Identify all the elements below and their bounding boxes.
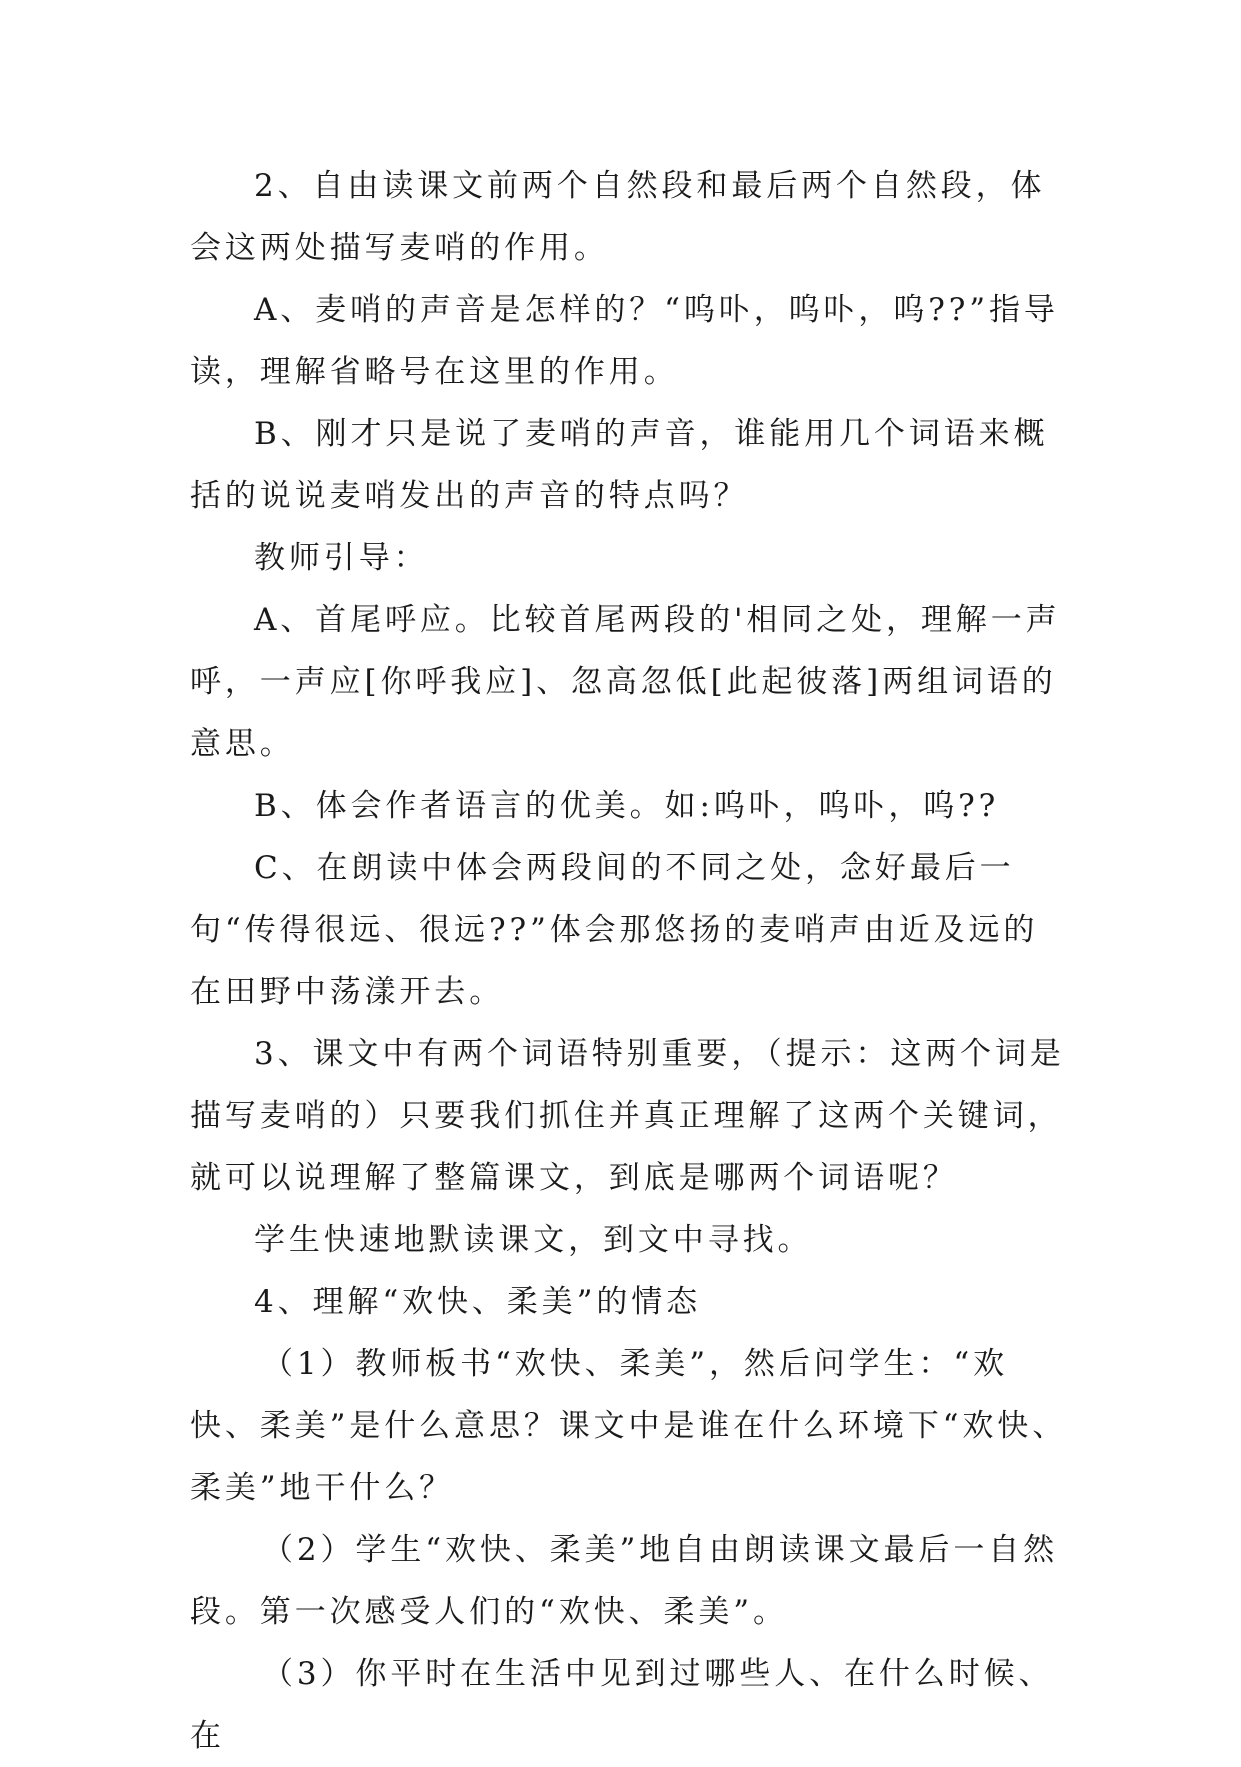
paragraph-guide-b: B、体会作者语言的优美。如:呜卟，呜卟，呜??	[254, 788, 1000, 824]
document-body	[190, 155, 1070, 1767]
paragraph-step-2: 2、自由读课文前两个自然段和最后两个自然段，体会这两处描写麦哨的作用。	[190, 168, 1046, 266]
paragraph-step-3: 3、课文中有两个词语特别重要，（提示：这两个词是描写麦哨的）只要我们抓住并真正理解了这两个关键词，就可以说理解了整篇课文，到底是哪两个词语呢？	[190, 1036, 1065, 1196]
paragraph-item-a-sound: A、麦哨的声音是怎样的？“呜卟，呜卟，呜??”指导读，理解省略号在这里的作用。	[190, 292, 1059, 390]
paragraph-guide-a: A、首尾呼应。比较首尾两段的'相同之处，理解一声呼，一声应[你呼我应]、忽高忽低[此起彼落]两组词语的意思。	[190, 602, 1061, 762]
paragraph-item-b-words: B、刚才只是说了麦哨的声音，谁能用几个词语来概括的说说麦哨发出的声音的特点吗？	[190, 416, 1049, 514]
paragraph-guide-c: C、在朗读中体会两段间的不同之处，念好最后一句“传得很远、很远??”体会那悠扬的麦哨声由近及远的在田野中荡漾开去。	[190, 850, 1039, 1010]
paragraph-students-read: 学生快速地默读课文，到文中寻找。	[254, 1222, 813, 1258]
paragraph-sub-2: （2）学生“欢快、柔美”地自由朗读课文最后一自然段。第一次感受人们的“欢快、柔美”。	[190, 1532, 1059, 1630]
paragraph-teacher-guide: 教师引导：	[254, 540, 429, 576]
paragraph-sub-3: （3）你平时在生活中见到过哪些人、在什么时候、在	[190, 1656, 1054, 1754]
paragraph-sub-1: （1）教师板书“欢快、柔美”，然后问学生：“欢快、柔美”是什么意思？课文中是谁在什么环境下“欢快、柔美”地干什么？	[190, 1346, 1068, 1506]
paragraph-step-4: 4、理解“欢快、柔美”的情态	[254, 1284, 702, 1320]
